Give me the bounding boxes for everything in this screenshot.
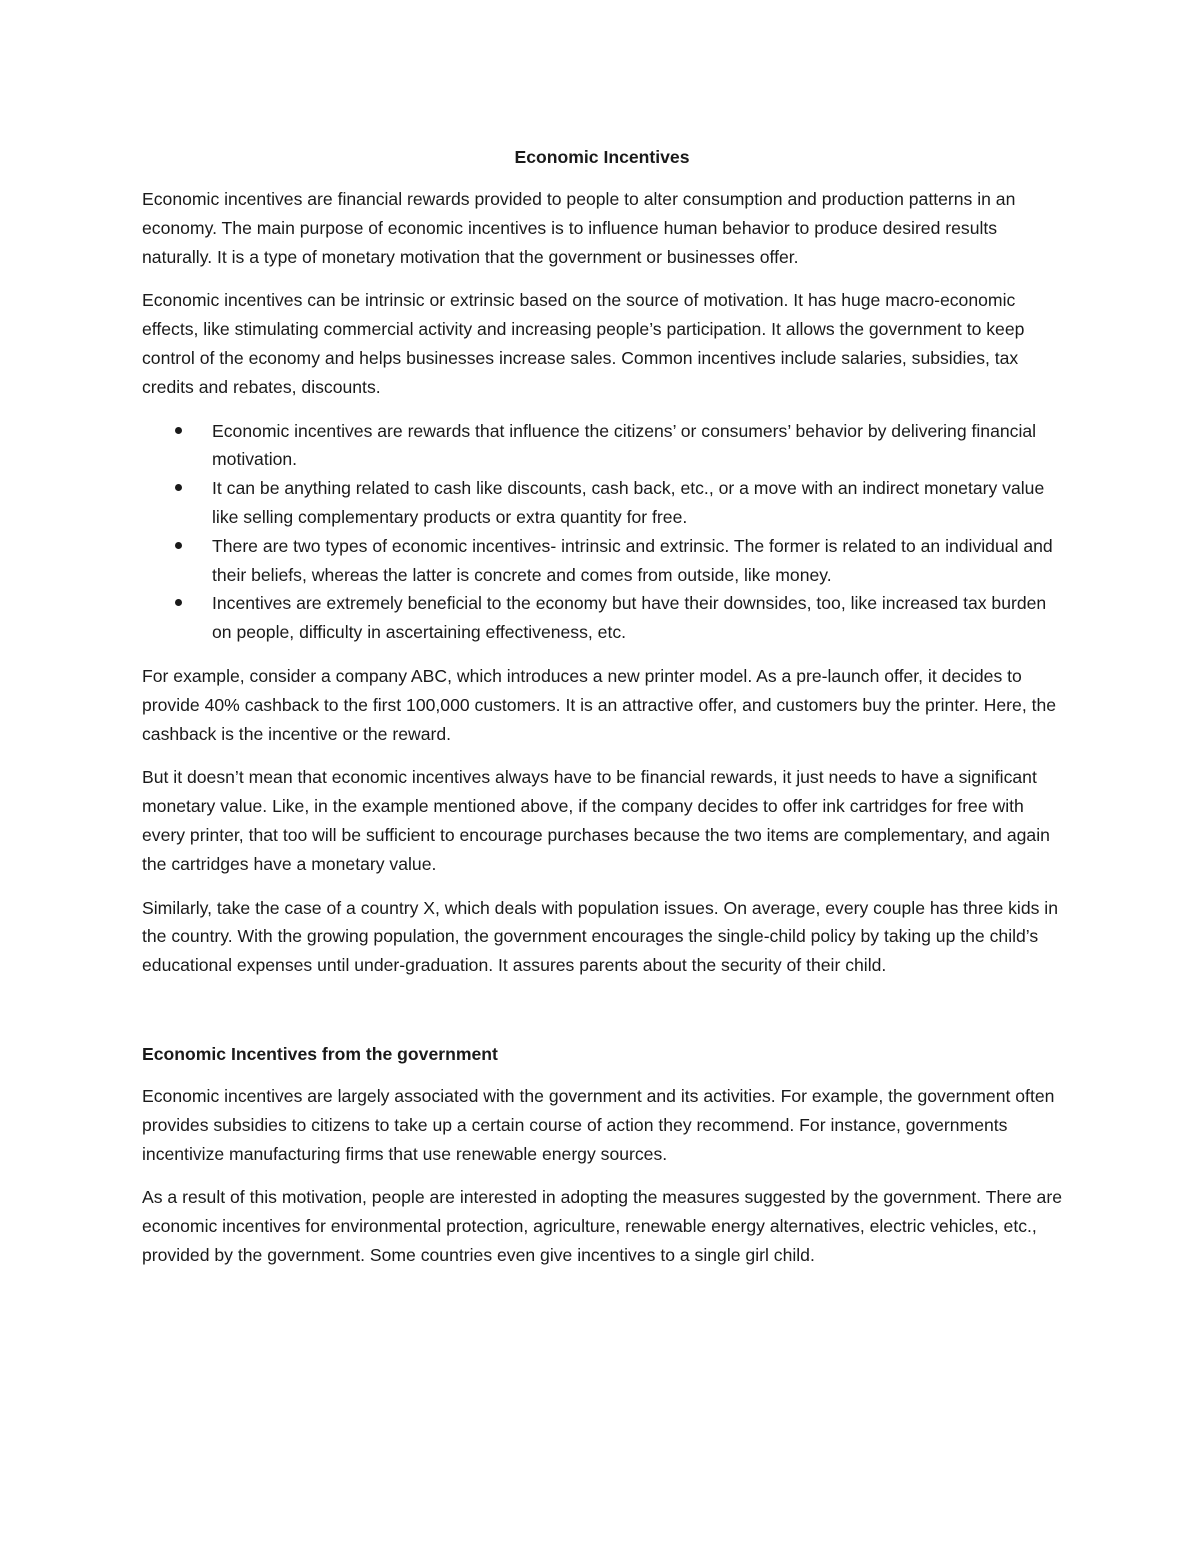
bullet-icon (175, 484, 182, 491)
key-point-item (142, 532, 1062, 590)
section-paragraph-2: As a result of this motivation, people are interested in adopting the measures suggested by the government. There are economic incentives for environmental protection, agriculture, renewable energy alternatives, electric vehicles, etc., provided by the government. Some countries even give incentives to a single girl child. (142, 1187, 1062, 1265)
key-point-item (142, 589, 1062, 647)
example-paragraph-1: For example, consider a company ABC, which introduces a new printer model. As a pre-launch offer, it decides to provide 40% cashback to the first 100,000 customers. It is an attractive offer, and customers buy the printer. Here, the cashback is the incentive or the reward. (142, 665, 1057, 744)
bullet-icon (175, 599, 182, 606)
intro-paragraph-2: Economic incentives can be intrinsic or extrinsic based on the source of motivation. It has huge macro-economic effects, like stimulating commercial activity and increasing people’s participation. It allows the government to keep control of the economy and helps businesses increase sales. Common incentives include salaries, subsidies, tax credits and rebates, discounts. (142, 290, 1025, 397)
key-point-item (142, 474, 1062, 532)
key-points-list (142, 417, 1062, 647)
key-point-text: It can be anything related to cash like discounts, cash back, etc., or a move with an indirect monetary value like selling complementary products or extra quantity for free. (212, 478, 1045, 527)
key-point-text: Economic incentives are rewards that influence the citizens’ or consumers’ behavior by delivering financial motivation. (212, 420, 1037, 470)
bullet-icon (175, 427, 182, 434)
key-point-text: Incentives are extremely beneficial to the economy but have their downsides, too, like increased tax burden on people, difficulty in ascertaining effectiveness, etc. (212, 593, 1047, 643)
key-point-text: There are two types of economic incentives- intrinsic and extrinsic. The former is related to an individual and their beliefs, whereas the latter is concrete and comes from outside, like money. (212, 535, 1053, 585)
section-paragraph-1: Economic incentives are largely associated with the government and its activities. For example, the government often provides subsidies to citizens to take up a certain course of action they recommend. For instance, governments incentivize manufacturing firms that use renewable energy sources. (142, 1085, 1055, 1164)
key-point-item (142, 417, 1062, 475)
bullet-icon (175, 542, 182, 549)
intro-paragraph-1: Economic incentives are financial rewards provided to people to alter consumption and production patterns in an economy. The main purpose of economic incentives is to influence human behavior to produce desired results naturally. It is a type of monetary motivation that the government or businesses offer. (142, 189, 1016, 267)
section-heading: Economic Incentives from the government (142, 1043, 498, 1064)
document-title: Economic Incentives (514, 147, 690, 167)
example-paragraph-3: Similarly, take the case of a country X, which deals with population issues. On average, every couple has three kids in the country. With the growing population, the government encourages the single-child policy by taking up the child’s educational expenses until under-graduation. It assures parents about the security of their child. (142, 897, 1058, 976)
document-body (142, 143, 1062, 1285)
example-paragraph-2: But it doesn’t mean that economic incentives always have to be financial rewards, it just needs to have a significant monetary value. Like, in the example mentioned above, if the company decides to offer ink cartridges for free with every printer, that too will be sufficient to encourage purchases because the two items are complementary, and again the cartridges have a monetary value. (142, 767, 1050, 874)
